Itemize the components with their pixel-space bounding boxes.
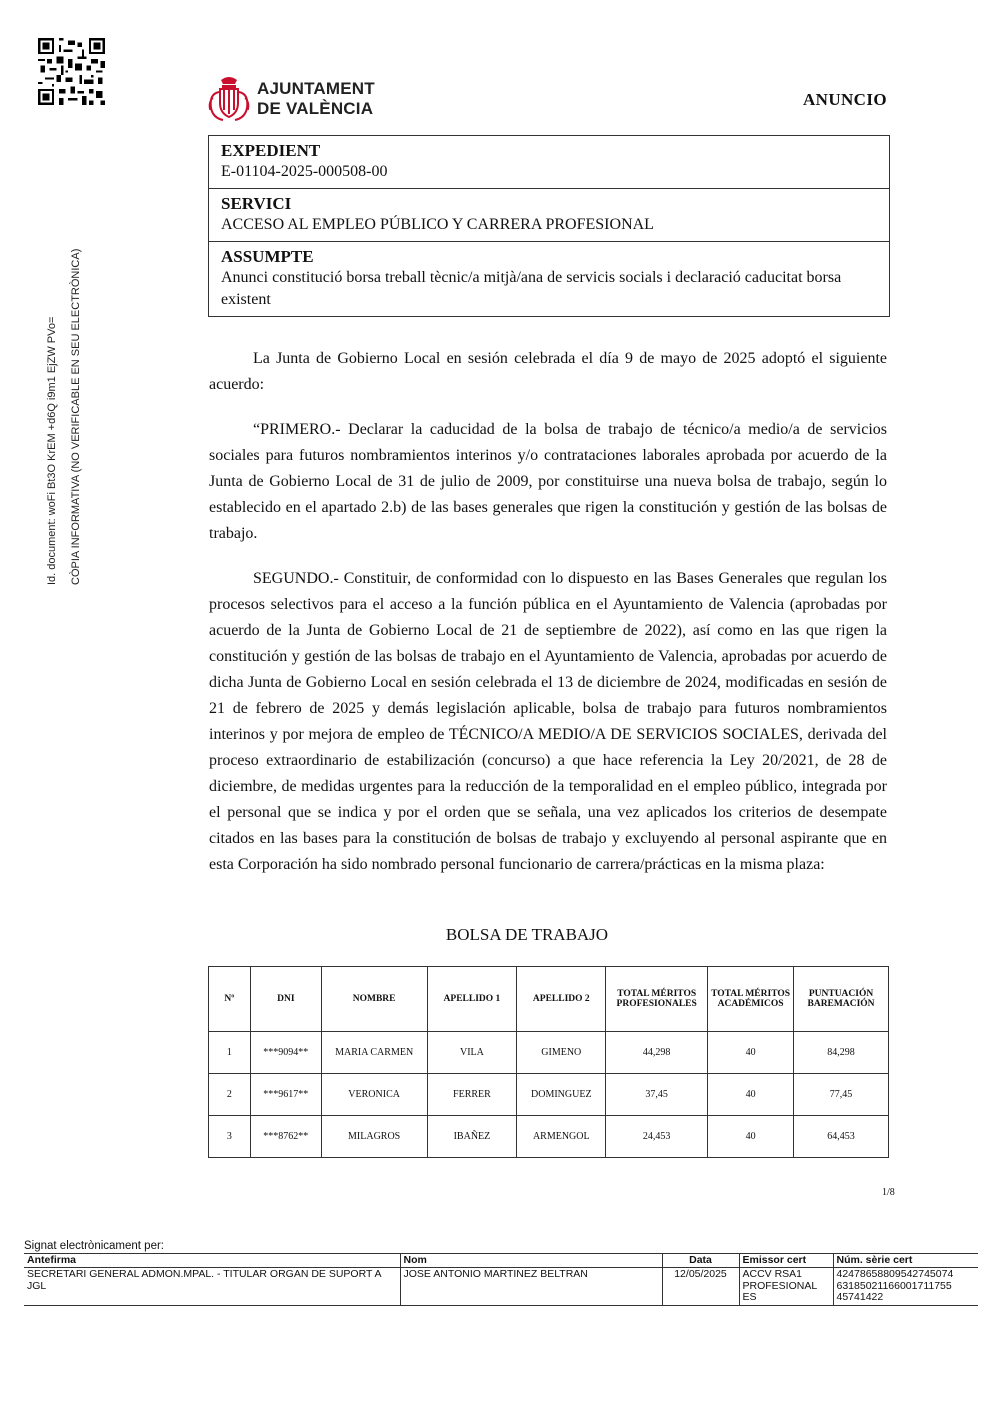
- column-header: TOTAL MÉRITOS ACADÉMICOS: [708, 967, 794, 1032]
- table-cell: 40: [708, 1032, 794, 1074]
- cert-serial: 42478658809542745074 63185021166001711755 45741422: [833, 1268, 978, 1306]
- servici-section: [209, 189, 889, 242]
- servici-label: SERVICI: [221, 194, 292, 213]
- paragraph-segundo: SEGUNDO.- Constituir, de conformidad con lo dispuesto en las Bases Generales que regulan los procesos selectivos para el acceso a la función pública en el Ayuntamiento de Valencia (aprobadas por acuerdo de la Junta de Gobierno Local de 21 de septiembre de 2022), así como en las que rigen la constitución y gestión de las bolsas de trabajo en el Ayuntamiento de Valencia, aprobadas por acuerdo de dicha Junta de Gobierno Local en sesión celebrada el 13 de diciembre de 2024, modificadas en sesión de 21 de febrero de 2025 y demás legislación aplicable, bolsa de trabajo para futuros nombramientos interinos y por mejora de empleo de TÉCNICO/A MEDIO/A DE SERVICIOS SOCIALES, derivada del proceso extraordinario de estabilización (concurso) a que hace referencia la Ley 20/2021, de 28 de diciembre, de medidas urgentes para la reducción de la temporalidad en el empleo público, integrada por el personal que se indica y por el orden que se señala, una vez aplicados los criterios de desempate citados en las bases para la constitución de bolsas de trabajo y excluyendo al personal aspirante que en esta Corporación ha sido nombrado personal funcionario de carrera/prácticas en la misma plaza:: [209, 570, 887, 873]
- servici-value: ACCESO AL EMPLEO PÚBLICO Y CARRERA PROFESIONAL: [221, 216, 654, 233]
- bolsa-table: [208, 966, 889, 1158]
- column-header: Emissor cert: [739, 1254, 833, 1268]
- signature-table: [24, 1253, 978, 1306]
- table-cell: 24,453: [606, 1116, 708, 1158]
- table-title: BOLSA DE TRABAJO: [445, 925, 609, 944]
- table-cell: ARMENGOL: [517, 1116, 606, 1158]
- column-header: DNI: [250, 967, 321, 1032]
- table-cell: 40: [708, 1074, 794, 1116]
- signature-date: 12/05/2025: [662, 1268, 739, 1306]
- table-cell: FERRER: [427, 1074, 517, 1116]
- expedient-header: [208, 135, 890, 317]
- column-header: NOMBRE: [321, 967, 427, 1032]
- column-header: PUNTUACIÓN BAREMACIÓN: [794, 967, 889, 1032]
- assumpte-section: [209, 242, 889, 316]
- copy-notice: CÒPIA INFORMATIVA (NO VERIFICABLE EN SEU ELECTRÒNICA): [70, 248, 82, 585]
- column-header: APELLIDO 2: [517, 967, 606, 1032]
- signature-row: [24, 1268, 978, 1306]
- table-row: [209, 1032, 889, 1074]
- signature-caption: Signat electrònicament per:: [24, 1240, 164, 1252]
- signature-block: [24, 1239, 978, 1306]
- document-body: [209, 346, 887, 897]
- column-header: Núm. sèrie cert: [833, 1254, 978, 1268]
- table-cell: VERONICA: [321, 1074, 427, 1116]
- qr-code: [38, 38, 105, 105]
- expedient-section: [209, 136, 889, 189]
- logo-text: [257, 79, 375, 119]
- table-cell: MILAGROS: [321, 1116, 427, 1158]
- table-cell: 44,298: [606, 1032, 708, 1074]
- paragraph-primero: “PRIMERO.- Declarar la caducidad de la bolsa de trabajo de técnico/a medio/a de servicios sociales para futuros nombramientos interinos y/o contrataciones laborales aprobada por acuerdo de la Junta de Gobierno Local de 31 de julio de 2009, por constituirse una nueva bolsa de trabajo, según lo establecido en el apartado 2.b) de las bases generales que rigen la constitución y gestión de las bolsas de trabajo.: [209, 421, 887, 542]
- table-cell: ***9617**: [250, 1074, 321, 1116]
- expedient-value: E-01104-2025-000508-00: [221, 163, 388, 180]
- expedient-label: EXPEDIENT: [221, 141, 321, 160]
- column-header: Nº: [209, 967, 251, 1032]
- table-cell: VILA: [427, 1032, 517, 1074]
- column-header: TOTAL MÉRITOS PROFESIONALES: [606, 967, 708, 1032]
- assumpte-label: ASSUMPTE: [221, 247, 314, 266]
- table-cell: 37,45: [606, 1074, 708, 1116]
- table-cell: DOMINGUEZ: [517, 1074, 606, 1116]
- table-cell: 77,45: [794, 1074, 889, 1116]
- table-row: [209, 1074, 889, 1116]
- signature-header-row: [24, 1254, 978, 1268]
- logo-line-2: DE VALÈNCIA: [257, 99, 374, 118]
- table-cell: 1: [209, 1032, 251, 1074]
- table-cell: MARIA CARMEN: [321, 1032, 427, 1074]
- table-cell: 2: [209, 1074, 251, 1116]
- table-row: [209, 1116, 889, 1158]
- table-cell: ***9094**: [250, 1032, 321, 1074]
- table-cell: ***8762**: [250, 1116, 321, 1158]
- document-id: Id. document: woFi Bt3O KrEM +d6Q i9m1 EjZW PVo=: [46, 316, 58, 585]
- column-header: APELLIDO 1: [427, 967, 517, 1032]
- table-cell: 40: [708, 1116, 794, 1158]
- table-cell: 84,298: [794, 1032, 889, 1074]
- table-cell: 64,453: [794, 1116, 889, 1158]
- paragraph-intro: La Junta de Gobierno Local en sesión celebrada el día 9 de mayo de 2025 adoptó el siguiente acuerdo:: [209, 350, 887, 393]
- coat-of-arms-icon: [207, 74, 251, 124]
- table-cell: IBAÑEZ: [427, 1116, 517, 1158]
- signer-name: JOSE ANTONIO MARTINEZ BELTRAN: [400, 1268, 662, 1306]
- page-number: 1/8: [882, 1187, 895, 1198]
- cert-issuer: ACCV RSA1 PROFESIONAL ES: [739, 1268, 833, 1306]
- assumpte-value: Anunci constitució borsa treball tècnic/a mitjà/ana de servicis socials i declaració caducitat borsa existent: [221, 269, 842, 308]
- city-logo: [207, 74, 387, 124]
- document-type: ANUNCIO: [802, 90, 887, 109]
- column-header: Nom: [400, 1254, 662, 1268]
- column-header: Antefirma: [24, 1254, 400, 1268]
- table-cell: 3: [209, 1116, 251, 1158]
- table-cell: GIMENO: [517, 1032, 606, 1074]
- column-header: Data: [662, 1254, 739, 1268]
- table-header-row: [209, 967, 889, 1032]
- signer-role: SECRETARI GENERAL ADMON.MPAL. - TITULAR ORGAN DE SUPORT A JGL: [24, 1268, 400, 1306]
- logo-line-1: AJUNTAMENT: [257, 79, 375, 98]
